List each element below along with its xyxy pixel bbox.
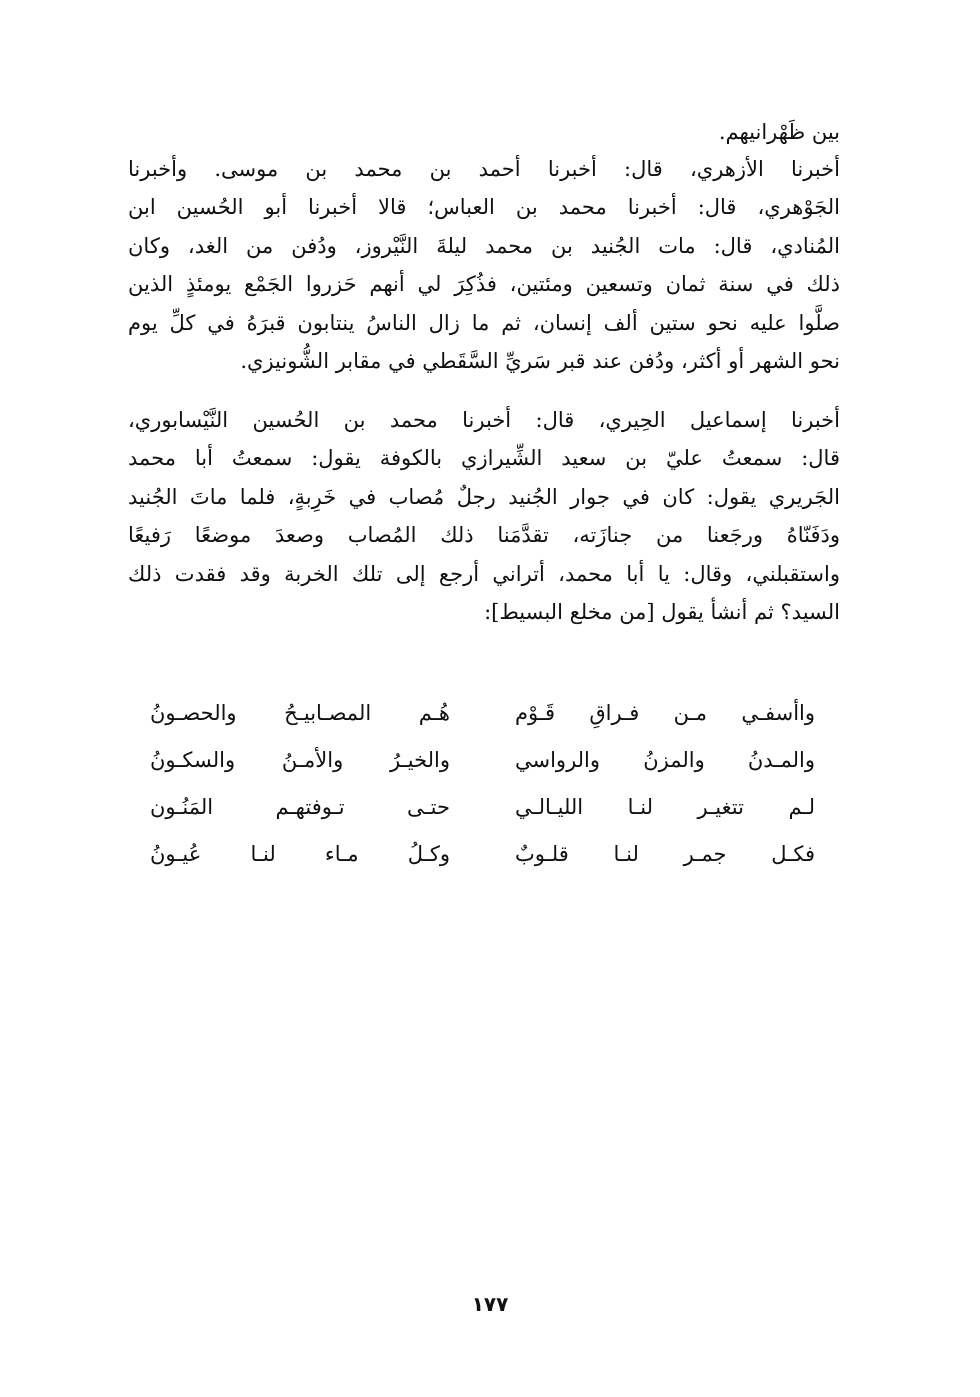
text-line: ذلك في سنة ثمان وتسعين ومئتين، فذُكِرَ لي أنهم حَزروا الجَمْع يومئذٍ الذين (128, 272, 840, 296)
body-text (128, 113, 840, 632)
second-hemistich: هُـم المصـابيـحُ والحصـونُ (150, 701, 450, 725)
paragraph (128, 401, 840, 632)
first-hemistich: لـم تتغيـر لنـا الليـالـي (515, 795, 815, 819)
first-hemistich: واأسفـي مـن فـراقِ قَـوْم (515, 701, 815, 725)
text-line: أخبرنا الأزهري، قال: أخبرنا أحمد بن محمد بن موسى. وأخبرنا (128, 156, 840, 181)
text-line: نحو الشهر أو أكثر، ودُفن عند قبر سَريِّ السَّقَطي في مقابر الشُّونيزي. (240, 349, 840, 373)
text-line: السيد؟ ثم أنشأ يقول [من مخلع البسيط]: (484, 600, 840, 624)
poem (150, 690, 815, 878)
text-line: واستقبلني، وقال: يا أبا محمد، أتراني أرجع إلى تلك الخربة وقد فقدت ذلك (128, 561, 840, 586)
poem-verse (150, 690, 815, 737)
paragraph (128, 150, 840, 381)
poem-verse (150, 737, 815, 784)
text-line: أخبرنا إسماعيل الحِيري، قال: أخبرنا محمد بن الحُسين النَّيْسابوري، (128, 407, 840, 432)
text-line: قال: سمعتُ عليّ بن سعيد الشِّيرازي بالكوفة يقول: سمعتُ أبا محمد (128, 446, 840, 470)
text-line: ودَفَنّاهُ ورجَعنا من جنازَته، تقدَّمَنا ذلك المُصاب وصعدَ موضعًا رَفيعًا (128, 523, 840, 547)
paragraph (128, 113, 840, 152)
text-line: الجَريري يقول: كان في جوار الجُنيد رجلٌ مُصاب في خَرِبةٍ، فلما ماتَ الجُنيد (128, 484, 840, 509)
text-line: صلَّوا عليه نحو ستين ألف إنسان، ثم ما زال الناسُ ينتابون قبرَهُ في كلِّ يوم (128, 310, 840, 335)
poem-verse (150, 831, 815, 878)
first-hemistich: والمـدنُ والمزنُ والرواسي (515, 748, 815, 772)
text-line: المُنادي، قال: مات الجُنيد بن محمد ليلةَ النَّيْروز، ودُفن من الغد، وكان (128, 233, 840, 258)
first-hemistich: فكـل جمـر لنـا قلـوبٌ (515, 842, 815, 866)
text-line: الجَوْهري، قال: أخبرنا محمد بن العباس؛ قالا أخبرنا أبو الحُسين ابن (128, 195, 840, 219)
second-hemistich: حتـى تـوفتهـم المَنُـون (150, 795, 450, 819)
text-line: بين ظَهْرانيهم. (718, 120, 840, 144)
poem-verse (150, 784, 815, 831)
second-hemistich: وكـلُ مـاء لنـا عُيـونُ (150, 842, 450, 866)
second-hemistich: والخيـرُ والأمـنُ والسكـونُ (150, 748, 450, 772)
page-number: ١٧٧ (471, 1292, 509, 1316)
